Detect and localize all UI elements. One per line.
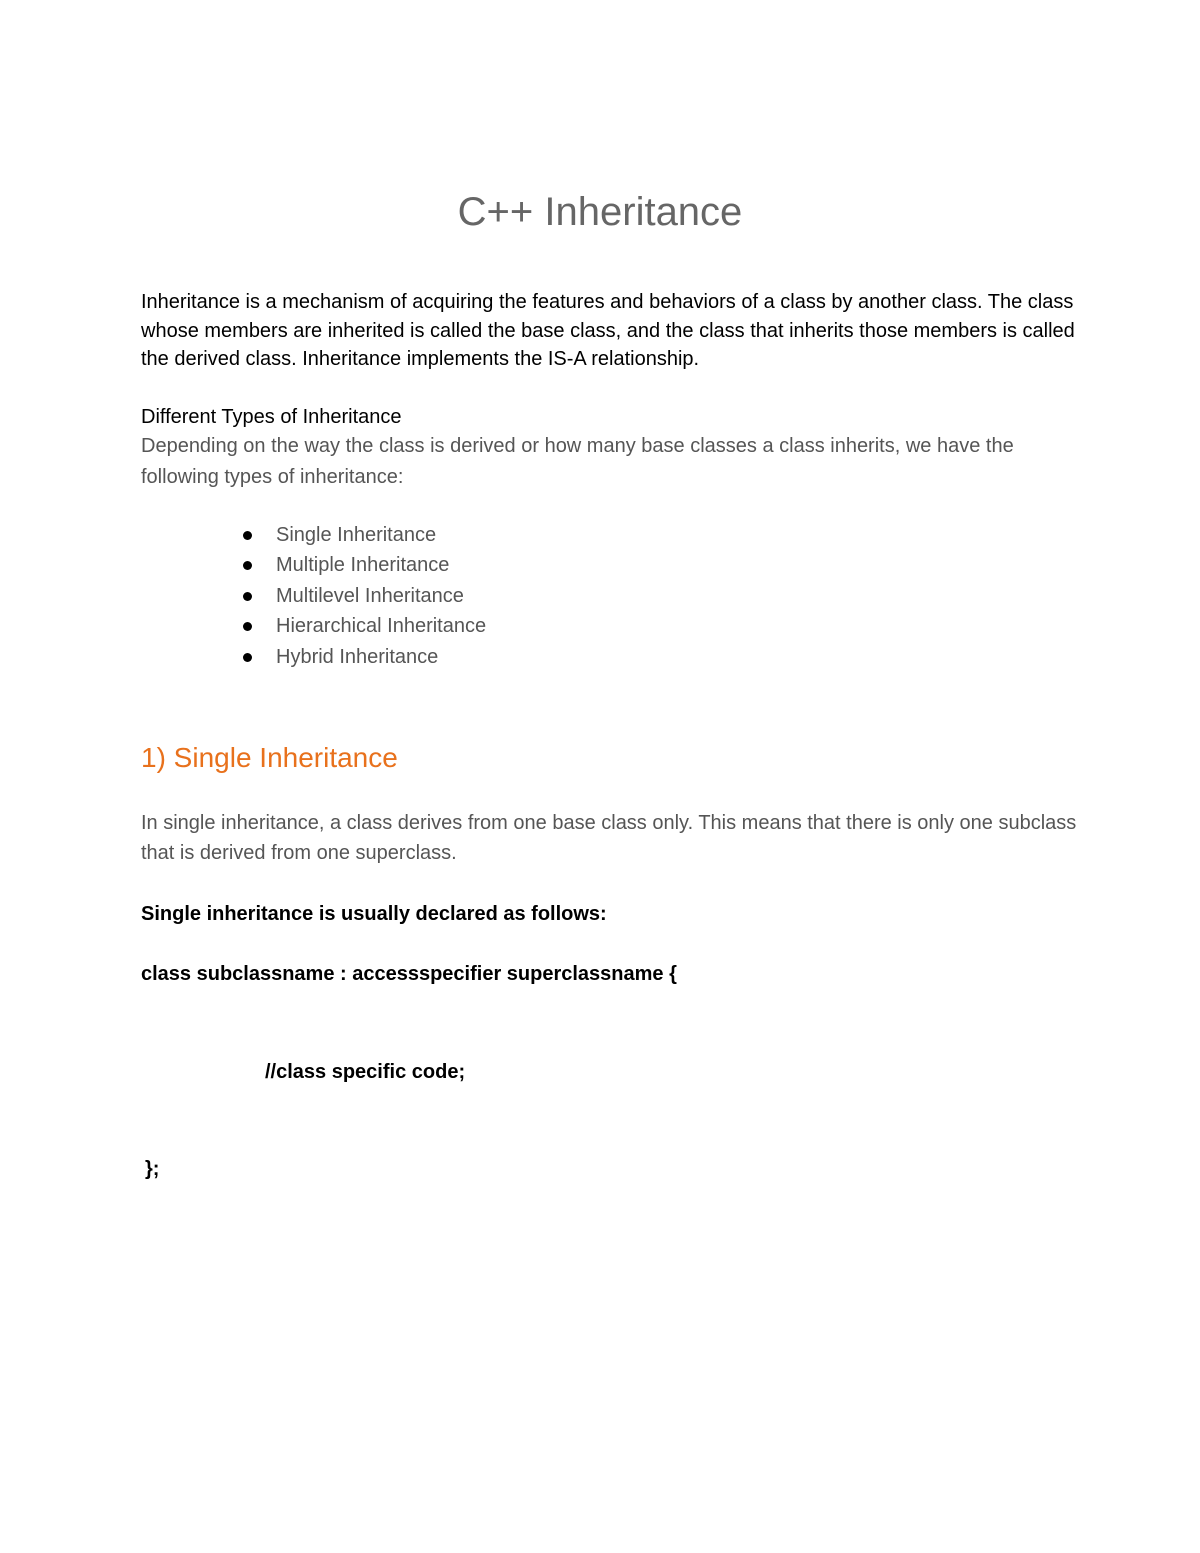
document-title: C++ Inheritance (457, 190, 743, 234)
bullet-icon (243, 561, 252, 570)
list-item (0, 550, 486, 580)
declaration-label: Single inheritance is usually declared as follows: (141, 903, 607, 925)
code-line-comment: //class specific code; (265, 1061, 466, 1083)
types-heading: Different Types of Inheritance (141, 406, 402, 428)
list-item-label: Hybrid Inheritance (276, 645, 439, 668)
code-line-class-declaration: class subclassname : accessspecifier superclassname { (141, 963, 677, 985)
list-item-label: Hierarchical Inheritance (276, 615, 487, 638)
list-item-label: Multilevel Inheritance (276, 584, 464, 607)
bullet-icon (243, 592, 252, 601)
list-item (0, 581, 486, 611)
section-title-single-inheritance: 1) Single Inheritance (141, 742, 398, 773)
inheritance-types-list (0, 520, 486, 672)
bullet-icon (243, 653, 252, 662)
intro-paragraph: Inheritance is a mechanism of acquiring the features and behaviors of a class by another class. The class whose members are inherited is called the base class, and the class that inherits those members is called the derived class. Inheritance implements the IS-A relationship. (141, 291, 1075, 370)
list-item-label: Multiple Inheritance (276, 554, 450, 577)
list-item (0, 520, 486, 550)
types-description: Depending on the way the class is derived or how many base classes a class inherits, we have the following types of inheritance: (141, 435, 1014, 488)
list-item (0, 642, 486, 672)
code-line-closing-brace: }; (145, 1158, 160, 1180)
list-item (0, 611, 486, 641)
list-item-label: Single Inheritance (276, 524, 437, 546)
section-description: In single inheritance, a class derives from one base class only. This means that there is only one subclass that is derived from one superclass. (141, 812, 1077, 864)
bullet-icon (243, 531, 252, 540)
bullet-icon (243, 622, 252, 631)
